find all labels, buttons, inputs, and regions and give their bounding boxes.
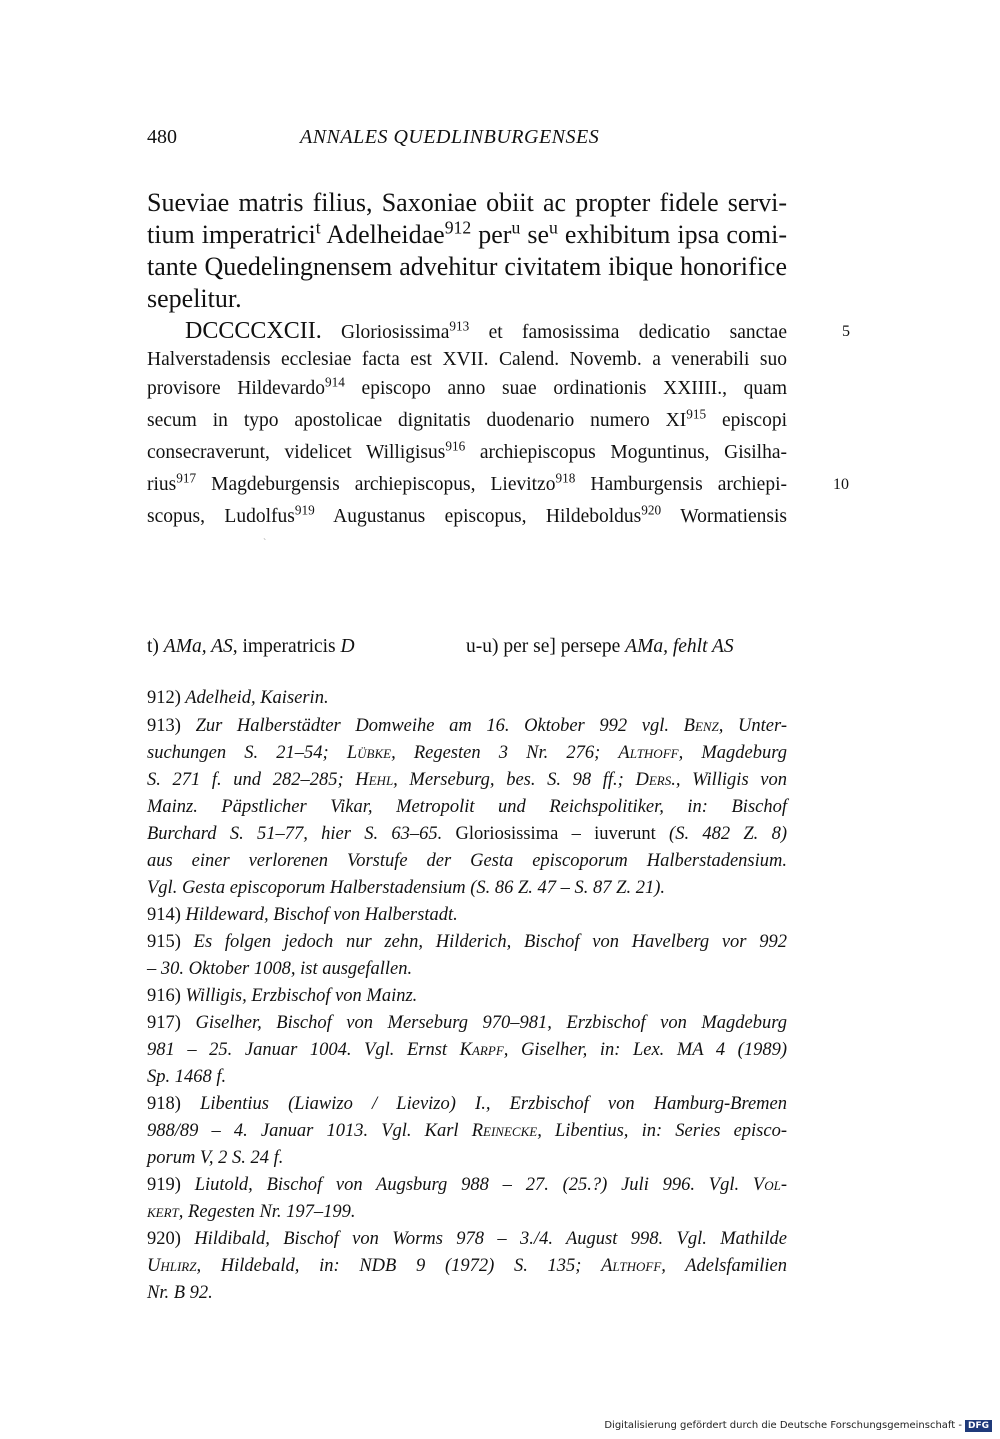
footnote-line: Burchard S. 51–77, hier S. 63–65. Gloriosissima – iuverunt (S. 482 Z. 8) [147, 824, 787, 844]
footnote-916: 916) Willigis, Erzbischof von Mainz. [147, 986, 418, 1006]
apparatus-note-t: t) AMa, AS, imperatricis D [147, 636, 355, 657]
footnote-918: 918) Libentius (Liawizo / Lievizo) I., Erzbischof von Hamburg-Bremen [147, 1094, 787, 1114]
footnote-line: kert, Regesten Nr. 197–199. [147, 1202, 356, 1222]
footnote-line: Vgl. Gesta episcoporum Halberstadensium (S. 86 Z. 47 – S. 87 Z. 21). [147, 878, 665, 898]
text-line: secum in typo apostolicae dignitatis duodenario numero XI$^{915}$ episcopi [147, 406, 788, 431]
footnote-line: Uhlirz, Hildebald, in: NDB 9 (1972) S. 135; Althoff, Adelsfamilien [147, 1256, 787, 1276]
text-line: rius$^{917}$ Magdeburgensis archiepiscopus, Lievitzo$^{918}$ Hamburgensis archiepi- [147, 470, 787, 495]
footnote-line: S. 271 f. und 282–285; Hehl, Merseburg, bes. S. 98 ff.; Ders., Willigis von [147, 770, 787, 790]
footnote-line: aus einer verlorenen Vorstufe der Gesta episcoporum Halberstadensium. [147, 851, 787, 871]
footnote-line: suchungen S. 21–54; Lübke, Regesten 3 Nr. 276; Althoff, Magdeburg [147, 743, 787, 763]
text-line: tium imperatrici$^t$ Adelheidae$^{912}$ per$^u$ $se^u$ exhibitum ipsa comi- [147, 217, 787, 249]
footnote-line: – 30. Oktober 1008, ist ausgefallen. [147, 959, 413, 979]
footnote-914: 914) Hildeward, Bischof von Halberstadt. [147, 905, 458, 925]
text-line: scopus, Ludolfus$^{919}$ Augustanus episcopus, Hildeboldus$^{920}$ Wormatiensis [147, 502, 787, 527]
footnote-line: 988/89 – 4. Januar 1013. Vgl. Karl Reinecke, Libentius, in: Series episco- [147, 1121, 788, 1141]
text-line: tante Quedelingnensem advehitur civitatem ibique honorifice [147, 252, 787, 281]
line-number: 10 [833, 476, 849, 493]
footnote-920: 920) Hildibald, Bischof von Worms 978 – 3./4. August 998. Vgl. Mathilde [147, 1229, 788, 1249]
text-line: Halverstadensis ecclesiae facta est XVII. Calend. Novemb. a venerabili suo [147, 349, 787, 370]
apparatus-note-u: u-u) per se] persepe AMa, fehlt AS [466, 636, 734, 657]
text-line: Sueviae matris filius, Saxoniae obiit ac propter fidele servi- [147, 188, 787, 217]
footnote-line: 981 – 25. Januar 1004. Vgl. Ernst Karpf, Giselher, in: Lex. MA 4 (1989) [147, 1040, 788, 1060]
footnote-919: 919) Liutold, Bischof von Augsburg 988 – 27. (25.?) Juli 996. Vgl. Vol- [147, 1175, 788, 1195]
footnote-line: Nr. B 92. [147, 1283, 213, 1303]
footnote-913: 913) Zur Halberstädter Domweihe am 16. Oktober 992 vgl. Benz, Unter- [147, 716, 788, 736]
stray-mark: ` [263, 538, 267, 549]
year-heading: DCCCCXCII. [185, 318, 322, 344]
line-number: 5 [842, 323, 850, 340]
running-title: ANNALES QUEDLINBURGENSES [300, 126, 600, 148]
footnote-line: porum V, 2 S. 24 f. [147, 1148, 284, 1168]
text-line: sepelitur. [147, 284, 242, 313]
text-line: provisore Hildevardo$^{914}$ episcopo anno suae ordinationis XXIIII., quam [147, 374, 787, 399]
year-entry-line: DCCCCXCII. Gloriosissima$^{913}$ et famosissima dedicatio sanctae [185, 318, 787, 344]
digitization-credit: Digitalisierung gefördert durch die Deutsche Forschungsgemeinschaft - DFG [604, 1420, 992, 1432]
page-number: 480 [147, 126, 177, 148]
footnote-line: Mainz. Päpstlicher Vikar, Metropolit und Reichspolitiker, in: Bischof [147, 797, 787, 817]
footnote-917: 917) Giselher, Bischof von Merseburg 970–981, Erzbischof von Magdeburg [147, 1013, 788, 1033]
footnote-912: 912) Adelheid, Kaiserin. [147, 688, 329, 708]
text-line: consecraverunt, videlicet Willigisus$^{916}$ archiepiscopus Moguntinus, Gisilha- [147, 438, 787, 463]
footnote-line: Sp. 1468 f. [147, 1067, 227, 1087]
dfg-logo: DFG [965, 1420, 992, 1432]
footnote-915: 915) Es folgen jedoch nur zehn, Hilderich, Bischof von Havelberg vor 992 [147, 932, 787, 952]
